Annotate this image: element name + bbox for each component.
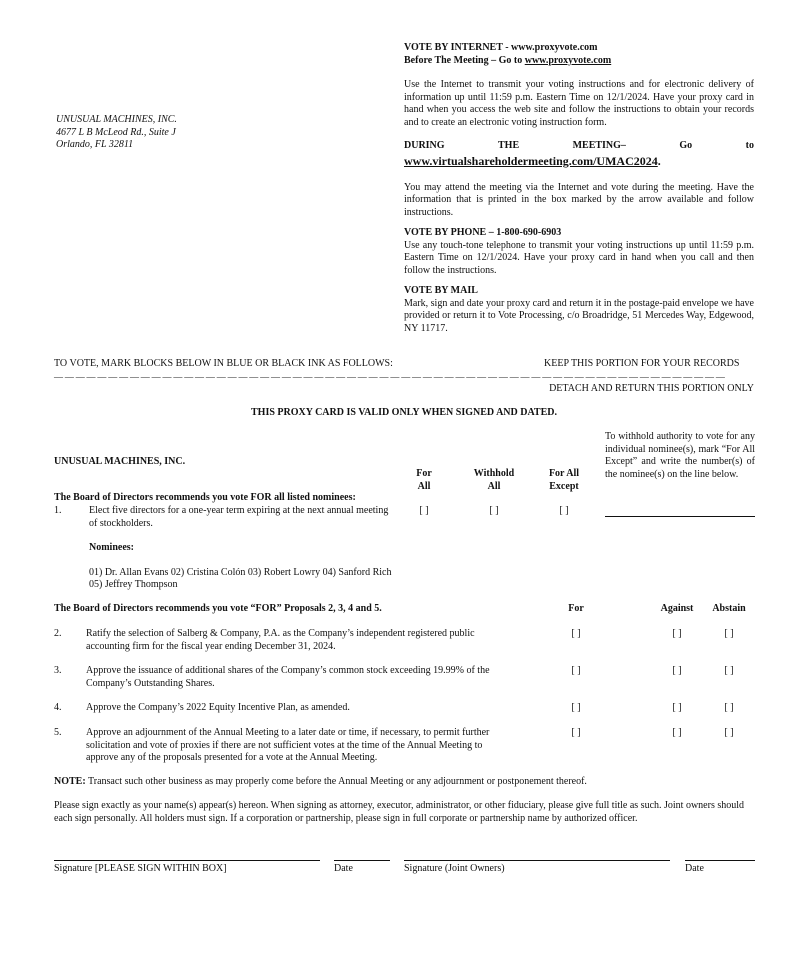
nominees-list-line1: 01) Dr. Allan Evans 02) Cristina Colón 03) Robert Lowry 04) Sanford Rich — [89, 567, 392, 578]
proposal-1-text: Elect five directors for a one-year term expiring at the next annual meeting of stockholders. — [89, 505, 389, 529]
proposal-text: Approve the issuance of additional shares of the Company’s common stock exceeding 19.99% of the Company’s Outstanding Shares. — [86, 665, 490, 689]
date-label: Date — [334, 863, 353, 874]
checkbox-for-all[interactable]: [ ] — [419, 505, 429, 516]
vote-by-phone-heading: VOTE BY PHONE – 1-800-690-6903 — [404, 227, 562, 238]
virtual-meeting-link[interactable]: www.virtualshareholdermeeting.com/UMAC2024 — [404, 153, 658, 168]
checkbox-abstain[interactable]: [ ] — [724, 702, 734, 713]
col-header-for-all: For All — [416, 468, 432, 492]
detach-dashed-line: — — — — — — — — — — — — — — — — — — — — — — — — — — — — — — — — — — — — — — — — — — — — — — — — — — — — — — — — — — — — — — — [54, 372, 725, 382]
checkbox-against[interactable]: [ ] — [672, 702, 682, 713]
withhold-authority-note: To withhold authority to vote for any individual nominee(s), mark “For All Except” and write the number(s) of the nominee(s) on the line below. — [605, 431, 755, 480]
proposal-1-number: 1. — [54, 505, 62, 516]
col-header-for: For — [568, 603, 584, 614]
proposal-number: 4. — [54, 702, 62, 713]
checkbox-for-all-except[interactable]: [ ] — [559, 505, 569, 516]
col-header-for-all-except: For All Except — [548, 468, 580, 492]
note-line — [54, 776, 756, 789]
proposal-number: 2. — [54, 628, 62, 639]
except-nominee-write-line[interactable] — [605, 516, 755, 517]
vote-by-internet-heading: VOTE BY INTERNET - www.proxyvote.com — [404, 42, 598, 53]
company-address-line1: 4677 L B McLeod Rd., Suite J — [56, 126, 176, 138]
signature-label: Signature [PLEASE SIGN WITHIN BOX] — [54, 863, 227, 874]
note-text: Transact such other business as may properly come before the Annual Meeting or any adjournment or postponement thereof. — [85, 776, 587, 787]
checkbox-for[interactable]: [ ] — [571, 702, 581, 713]
ballot-company-name: UNUSUAL MACHINES, INC. — [54, 456, 186, 467]
checkbox-for[interactable]: [ ] — [571, 628, 581, 639]
nominees-label: Nominees: — [89, 542, 134, 553]
checkbox-against[interactable]: [ ] — [672, 727, 682, 738]
proposal-number: 3. — [54, 665, 62, 676]
company-address-block — [56, 114, 256, 152]
vote-by-mail-heading: VOTE BY MAIL — [404, 285, 478, 296]
checkbox-against[interactable]: [ ] — [672, 665, 682, 676]
phone-instructions: Use any touch-tone telephone to transmit your voting instructions up until 11:59 p.m. Eastern Time on 12/1/2024. Have your proxy card in hand when you call and then follow the instructions. — [404, 239, 754, 276]
col-header-withhold-all: Withhold All — [473, 468, 515, 492]
checkbox-abstain[interactable]: [ ] — [724, 665, 734, 676]
voting-methods — [404, 42, 754, 335]
joint-signature-line[interactable] — [404, 860, 670, 861]
joint-date-label: Date — [685, 863, 704, 874]
keep-portion-label: KEEP THIS PORTION FOR YOUR RECORDS — [544, 358, 740, 369]
proposal-text: Ratify the selection of Salberg & Company, P.A. as the Company’s independent registered public accounting firm for the fiscal year ending December 31, 2024. — [86, 628, 475, 652]
checkbox-abstain[interactable]: [ ] — [724, 628, 734, 639]
detach-portion-label: DETACH AND RETURN THIS PORTION ONLY — [549, 383, 754, 394]
checkbox-abstain[interactable]: [ ] — [724, 727, 734, 738]
company-address-line2: Orlando, FL 32811 — [56, 139, 134, 150]
valid-only-notice: THIS PROXY CARD IS VALID ONLY WHEN SIGNED AND DATED. — [251, 407, 557, 418]
checkbox-for[interactable]: [ ] — [571, 665, 581, 676]
nominees-list-line2: 05) Jeffrey Thompson — [89, 579, 178, 590]
during-meeting-line: DURING THE MEETING– Go to — [404, 140, 754, 151]
col-header-abstain: Abstain — [712, 603, 746, 614]
checkbox-for[interactable]: [ ] — [571, 727, 581, 738]
mark-blocks-instruction: TO VOTE, MARK BLOCKS BELOW IN BLUE OR BLACK INK AS FOLLOWS: — [54, 358, 393, 369]
col-header-against: Against — [660, 603, 694, 614]
mail-instructions: Mark, sign and date your proxy card and return it in the postage-paid envelope we have provided or return it to Vote Processing, c/o Broadridge, 51 Mercedes Way, Edgewood, NY 11717. — [404, 297, 754, 334]
proxyvote-link[interactable]: www.proxyvote.com — [524, 54, 612, 66]
joint-signature-label: Signature (Joint Owners) — [404, 863, 505, 874]
board-recommendation-nominees: The Board of Directors recommends you vote FOR all listed nominees: — [54, 492, 356, 503]
signature-line[interactable] — [54, 860, 320, 861]
virtual-meeting-line: www.virtualshareholdermeeting.com/UMAC2024. — [404, 153, 661, 168]
checkbox-withhold-all[interactable]: [ ] — [489, 505, 499, 516]
internet-instructions: Use the Internet to transmit your voting instructions and for electronic delivery of information up until 11:59 p.m. Eastern Time on 12/1/2024. Have your proxy card in hand when you access the web site and follow the instructions to obtain your records and to create an electronic voting instruction form. — [404, 79, 754, 128]
company-name: UNUSUAL MACHINES, INC. — [56, 114, 177, 125]
joint-date-line[interactable] — [685, 860, 755, 861]
proposal-text: Approve the Company’s 2022 Equity Incentive Plan, as amended. — [86, 702, 350, 713]
before-meeting-line: Before The Meeting – Go to www.proxyvote.com — [404, 54, 612, 66]
checkbox-against[interactable]: [ ] — [672, 628, 682, 639]
board-recommendation-proposals: The Board of Directors recommends you vote “FOR” Proposals 2, 3, 4 and 5. — [54, 603, 382, 614]
proposal-number: 5. — [54, 727, 62, 738]
attend-instructions: You may attend the meeting via the Internet and vote during the meeting. Have the information that is printed in the box marked by the arrow available and follow instructions. — [404, 181, 754, 218]
sign-instructions: Please sign exactly as your name(s) appear(s) hereon. When signing as attorney, executor, administrator, or other fiduciary, please give full title as such. Joint owners should each sign personally. All holders must sign. If a corporation or partnership, please sign in full corporate or partnership name by authorized officer. — [54, 800, 745, 824]
date-line[interactable] — [334, 860, 390, 861]
note-label: NOTE: — [54, 776, 86, 787]
proposal-text: Approve an adjournment of the Annual Meeting to a later date or time, if necessary, to permit further solicitation and vote of proxies if there are not sufficient votes at the time of the Annual Meeting to approve any of the proposals presented for a vote at the Annual Meeting. — [86, 727, 490, 763]
